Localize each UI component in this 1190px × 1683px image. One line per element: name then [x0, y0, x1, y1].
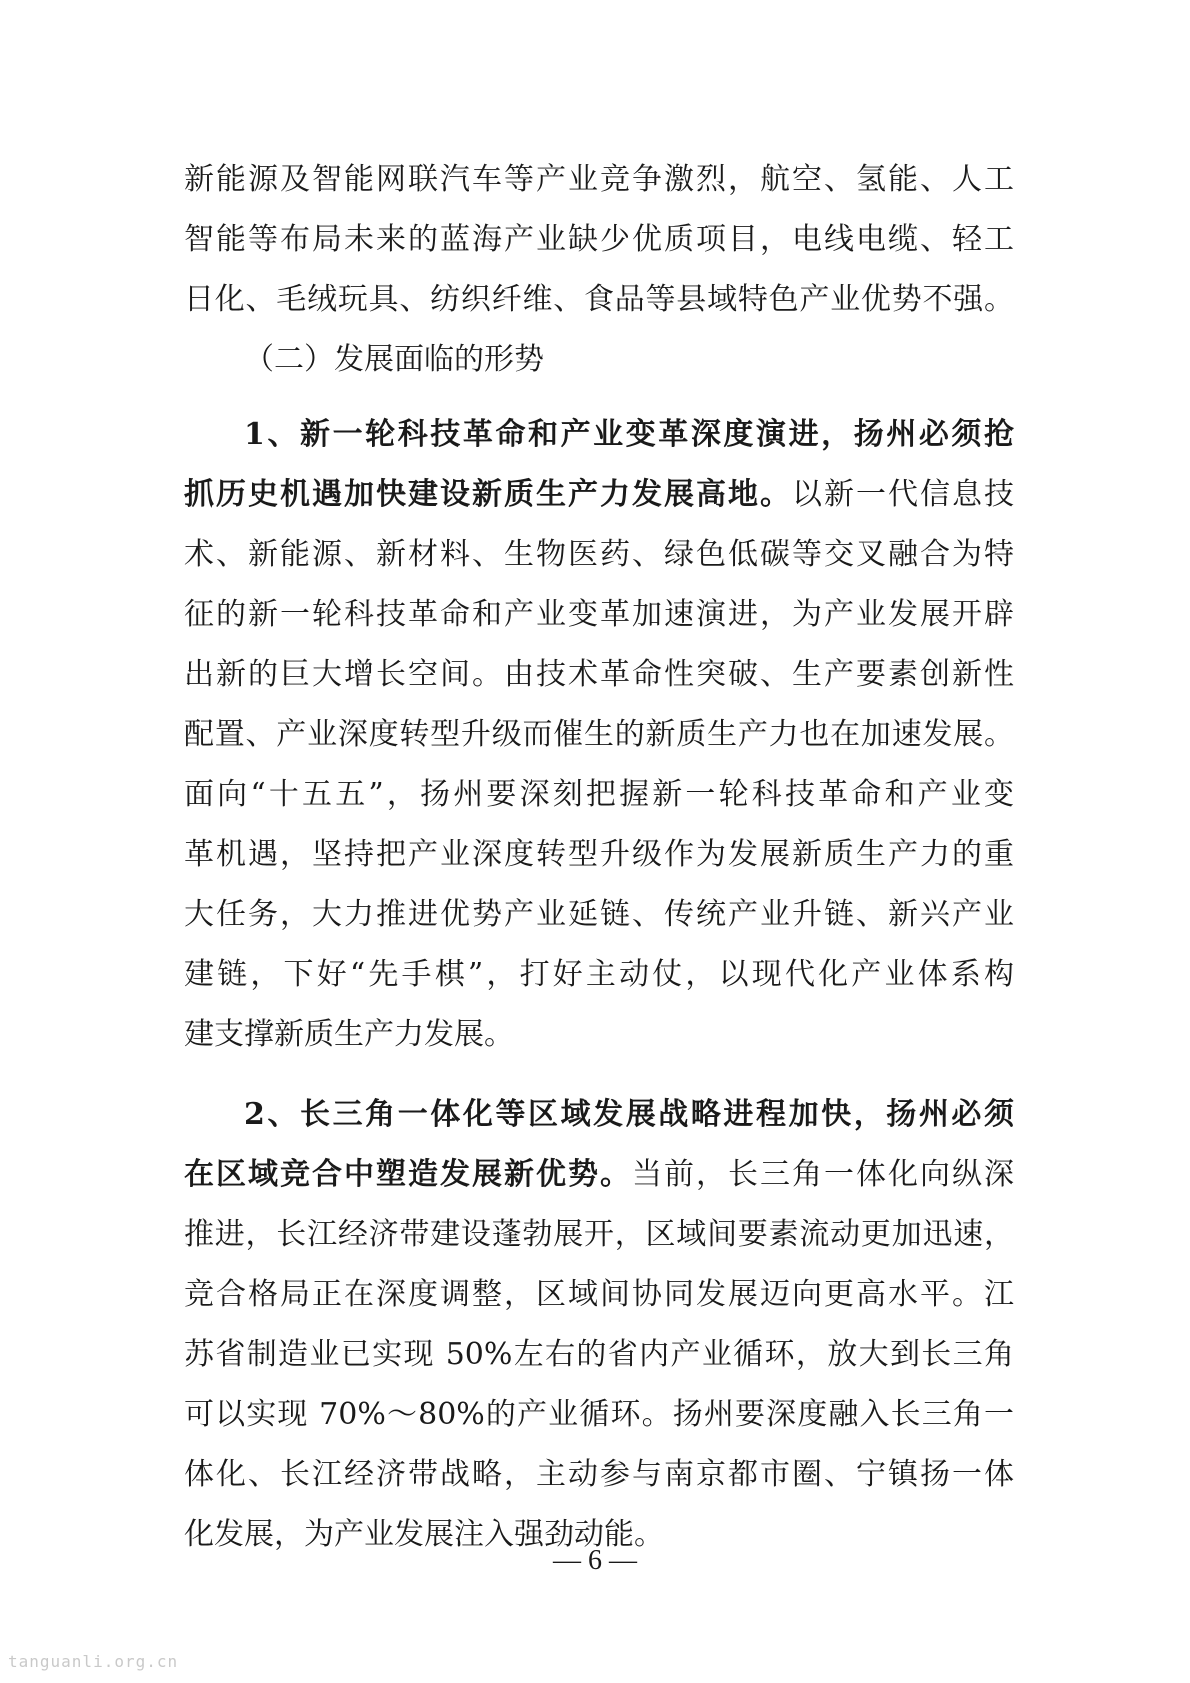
- point-1-heading: 1、新一轮科技革命和产业变革深度演进，扬州必须抢: [244, 417, 1014, 452]
- point-1-text: 以新一代信息技: [792, 477, 1014, 512]
- point-2-line: 体化、长江经济带战略，主动参与南京都市圈、宁镇扬一体: [184, 1457, 1014, 1492]
- point-1-line: 面向“十五五”，扬州要深刻把握新一轮科技革命和产业变: [184, 777, 1014, 812]
- point-1-line: 革机遇，坚持把产业深度转型升级作为发展新质生产力的重: [184, 837, 1014, 872]
- paragraph-line: 新能源及智能网联汽车等产业竞争激烈，航空、氢能、人工: [184, 162, 1014, 197]
- point-2-line: 推进，长江经济带建设蓬勃展开，区域间要素流动更加迅速，: [184, 1217, 1014, 1252]
- section-heading: （二）发展面临的形势: [244, 342, 544, 377]
- document-body: [184, 150, 1014, 1565]
- paragraph-line: 日化、毛绒玩具、纺织纤维、食品等县域特色产业优势不强。: [184, 282, 1014, 317]
- point-1-line: [184, 465, 1014, 525]
- watermark: tanguanli.org.cn: [8, 1652, 179, 1671]
- point-2-line: 竞合格局正在深度调整，区域间协同发展迈向更高水平。江: [184, 1277, 1014, 1312]
- point-1-line: 大任务，大力推进优势产业延链、传统产业升链、新兴产业: [184, 897, 1014, 932]
- point-2-line: 化发展，为产业发展注入强劲动能。: [184, 1517, 664, 1552]
- point-2-line: 苏省制造业已实现 50%左右的省内产业循环，放大到长三角: [184, 1337, 1014, 1372]
- point-1-line: 出新的巨大增长空间。由技术革命性突破、生产要素创新性: [184, 657, 1014, 692]
- point-1-line: 建链，下好“先手棋”，打好主动仗，以现代化产业体系构: [184, 957, 1014, 992]
- page-number: — 6 —: [553, 1545, 637, 1576]
- paragraph-line: 智能等布局未来的蓝海产业缺少优质项目，电线电缆、轻工: [184, 222, 1014, 257]
- point-1-line: 配置、产业深度转型升级而催生的新质生产力也在加速发展。: [184, 717, 1014, 752]
- point-1-line: 术、新能源、新材料、生物医药、绿色低碳等交叉融合为特: [184, 537, 1014, 572]
- point-2-heading-continued: 在区域竞合中塑造发展新优势。: [184, 1157, 632, 1192]
- point-2-line: [184, 1145, 1014, 1205]
- point-2-heading: 2、长三角一体化等区域发展战略进程加快，扬州必须: [244, 1097, 1014, 1132]
- point-1-line: 建支撑新质生产力发展。: [184, 1017, 514, 1052]
- point-2-text: 当前，长三角一体化向纵深: [632, 1157, 1014, 1192]
- point-1-heading-continued: 抓历史机遇加快建设新质生产力发展高地。: [184, 477, 792, 512]
- point-2-line: 可以实现 70%～80%的产业循环。扬州要深度融入长三角一: [184, 1397, 1014, 1432]
- point-1-line: 征的新一轮科技革命和产业变革加速演进，为产业发展开辟: [184, 597, 1014, 632]
